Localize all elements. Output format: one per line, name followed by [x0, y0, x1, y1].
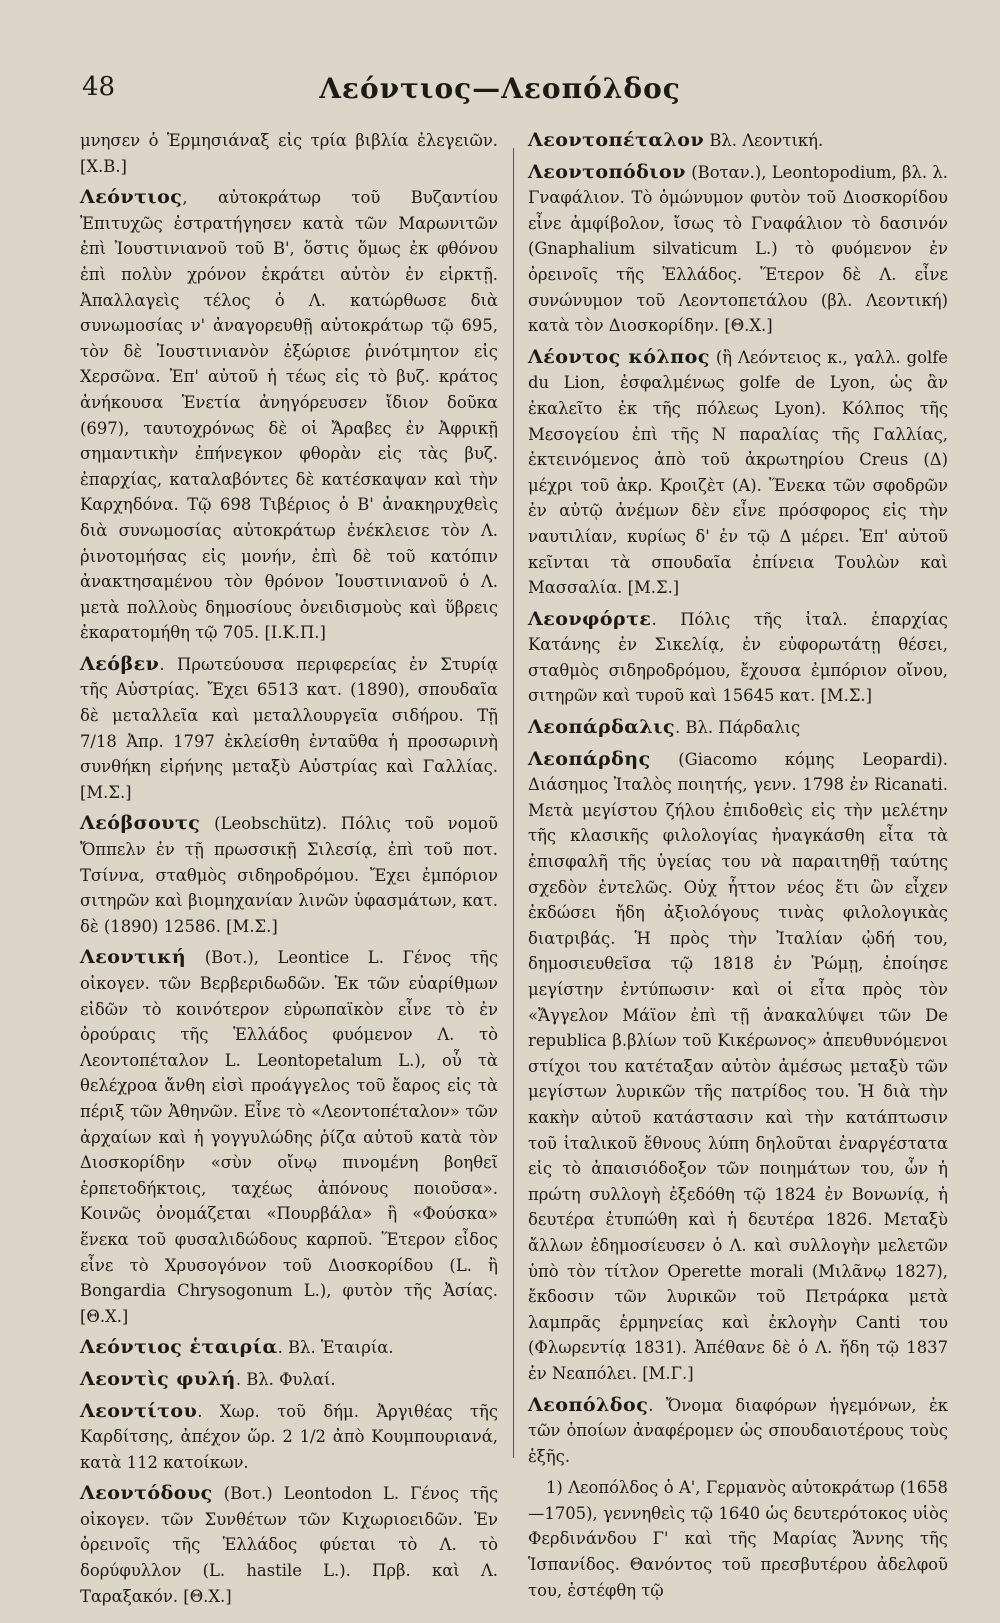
entry-text: . Βλ. Πάρδαλις	[675, 718, 801, 738]
dictionary-entry	[528, 747, 948, 1387]
entry-headword: Λεόβσουτς	[80, 812, 201, 835]
dictionary-entry	[80, 1367, 498, 1393]
dictionary-entry	[528, 1393, 948, 1470]
dictionary-entry	[528, 715, 948, 741]
dictionary-entry	[528, 128, 948, 154]
dictionary-entry	[528, 1475, 948, 1603]
entry-headword: Λεόντιος	[80, 186, 183, 209]
entry-headword: Λεοντίτου	[80, 1399, 198, 1422]
entry-text: . Χωρ. τοῦ δήμ. Ἀργιθέας τῆς Καρδίτσης, ἀπέχον ὥρ. 2 1/2 ἀπὸ Κουμπουριανά, κατὰ 112 κατοίκων.	[80, 1401, 498, 1472]
entry-headword: Λεοντοπέταλον	[528, 129, 705, 151]
dictionary-entry	[80, 128, 498, 179]
dictionary-entry	[80, 945, 498, 1329]
entry-text: Βλ. Λεοντική.	[704, 131, 824, 150]
entry-text: . Ὄνομα διαφόρων ἡγεμόνων, ἐκ τῶν ὁποίων ἀναφέρομεν ὡς σπουδαιοτέρους τοὺς ἑξῆς.	[528, 1395, 948, 1466]
entry-headword: Λεοντόδους	[80, 1482, 213, 1505]
entry-headword: Λεοπάρδαλις	[528, 716, 676, 739]
right-column	[528, 128, 948, 1609]
page-number: 48	[82, 72, 116, 102]
entry-headword: Λέοντος κόλπος	[528, 345, 710, 368]
entry-headword: Λεόβεν	[80, 652, 160, 675]
entry-headword: Λεοπάρδης	[528, 747, 651, 770]
dictionary-entry	[528, 345, 948, 601]
entry-headword: Λεοντὶς φυλή	[80, 1367, 236, 1390]
running-head: Λεόντιος—Λεοπόλδος	[319, 72, 681, 105]
entry-headword: Λεοπόλδος	[528, 1393, 649, 1416]
entry-text: μνησεν ὁ Ἑρμησιάναξ εἰς τρία βιβλία ἐλεγειῶν. [Χ.Β.]	[80, 131, 498, 176]
entry-text: . Βλ. Φυλαί.	[235, 1369, 336, 1389]
dictionary-entry	[528, 160, 948, 339]
entry-text: , αὐτοκράτωρ τοῦ Βυζαντίου Ἐπιτυχῶς ἐστρατήγησεν κατὰ τῶν Μαρωνιτῶν ἐπὶ Ἰουστινιανοῦ τοῦ Β', ὅστις ὅμως ἐκ φθόνου ἐπὶ πολὺν χρόνον ἐκράτει αὐτὸν ἐν εἱρκτῇ. Ἀπαλλαγεὶς τέλος ὁ Λ. κατώρθωσε διὰ συνωμοσίας ν' ἀναγορευθῇ αὐτοκράτωρ τῷ 695, τὸν δὲ Ἰουστινιανὸν ἐξώρισε ῥινότμητον εἰς Χερσῶνα. Ἐπ' αὐτοῦ ἡ τέως εἰς τὸ βυζ. κράτος ἀνήκουσα Ἑνετία ἀνηγόρευσεν ἴδιον δοῦκα (697), ταυτοχρόνως δὲ οἱ Ἄραβες ἐν Ἀφρικῇ σημαντικὴν ἐπήνεγκον φθορὰν εἰς τὰς βυζ. ἐπαρχίας, καταλαβόντες δὲ κατέσκαψαν καὶ τὴν Καρχηδόνα. Τῷ 698 Τιβέριος ὁ Β' ἀνακηρυχθεὶς διὰ συνωμοσίας αὐτοκράτωρ ἐνέκλεισε τὸν Λ. ῥινοτομήσας εἰς μονήν, ἐπὶ δὲ τοῦ κατόπιν ἀνακτησαμένου τὸν θρόνον Ἰουστινιανοῦ ὁ Λ. μετὰ πολλοὺς δημοσίους ὀνειδισμοὺς καὶ ὕβρεις ἐκαρατομήθη τῷ 705. [Ι.Κ.Π.]	[80, 188, 498, 643]
entry-text: 1) Λεοπόλδος ὁ Α', Γερμανὸς αὐτοκράτωρ (1658—1705), γεννηθεὶς τῷ 1640 ὡς δευτερότοκος υἱὸς Φερδινάνδου Γ' καὶ τῆς Μαρίας Ἄννης τῆς Ἱσπανίδος. Θανόντος τοῦ πρεσβυτέρου ἀδελφοῦ του, ἐστέφθη τῷ	[528, 1478, 948, 1600]
entry-text: (Leobschütz). Πόλις τοῦ νομοῦ Ὄππελν ἐν τῇ πρωσσικῇ Σιλεσίᾳ, ἐπὶ τοῦ ποτ. Τσίννα, σταθμὸς σιδηροδρόμου. Ἔχει ἐμπόριον σιτηρῶν καὶ βιομηχανίαν λινῶν ὑφασμάτων, κατ. δὲ (1890) 12586. [Μ.Σ.]	[80, 814, 498, 936]
entry-text: (Βοταν.), Leontopodium, βλ. λ. Γναφάλιον. Τὸ ὁμώνυμον φυτὸν τοῦ Διοσκορίδου εἶνε ἀμφίβολον, ἴσως τὸ Γναφάλιον τὸ δασινόν (Gnaphalium silvaticum L.) τὸ φυόμενον ἐν ὀρεινοῖς τῆς Ἑλλάδος. Ἕτερον δὲ Λ. εἶνε συνώνυμον τοῦ Λεοντοπετάλου (βλ. Λεοντική) κατὰ τὸν Διοσκορίδην. [Θ.Χ.]	[528, 162, 948, 336]
dictionary-entry	[80, 1335, 498, 1361]
entry-headword: Λεονφόρτε	[528, 607, 652, 630]
dictionary-entry	[80, 185, 498, 646]
entry-headword: Λεοντική	[80, 946, 187, 969]
column-divider	[513, 148, 514, 1458]
entry-text: . Πρωτεύουσα περιφερείας ἐν Στυρίᾳ τῆς Αὐστρίας. Ἔχει 6513 κατ. (1890), σπουδαῖα δὲ μεταλλεῖα καὶ μεταλλουργεῖα σιδήρου. Τῇ 7/18 Ἀπρ. 1797 ἐκλείσθη ἐνταῦθα ἡ προσωρινὴ συνθήκη εἰρήνης μεταξὺ Αὐστρίας καὶ Γαλλίας. [Μ.Σ.]	[80, 654, 498, 802]
entry-text: (ἢ Λεόντειος κ., γαλλ. golfe du Lion, ἐσφαλμένως golfe de Lyon, ὡς ἂν ἐκαλεῖτο ἐκ τῆς πόλεως Lyon). Κόλπος τῆς Μεσογείου ἐπὶ τῆς Ν παραλίας τῆς Γαλλίας, ἐκτεινόμενος ἀπὸ τοῦ ἀκρωτηρίου Creus (Δ) μέχρι τοῦ ἀκρ. Κροιζὲτ (Α). Ἕνεκα τῶν σφοδρῶν ἐν αὐτῷ ἀνέμων δὲν εἶνε πρόσφορος εἰς τὴν ναυτιλίαν, κυρίως δ' ἐν τῷ Δ μέρει. Ἐπ' αὐτοῦ κεῖνται τὰ σπουδαῖα ἐπίνεια Τουλὼν καὶ Μασσαλία. [Μ.Σ.]	[528, 347, 948, 598]
entry-text: (Βοτ.), Leontice L. Γένος τῆς οἰκογεν. τῶν Βερβεριδωδῶν. Ἐκ τῶν εὐαρίθμων εἰδῶν τὸ κοινότερον εὐρωπαϊκὸν εἶνε τὸ ἐν ὀρούραις τῆς Ἑλλάδος φυόμενον Λ. τὸ Λεοντοπέταλον L. Leontopetalum L.), οὗ τὰ θελέχροα ἄνθη εἰσὶ προάγγελος τοῦ ἔαρος εἰς τὰ πέριξ τῶν Ἀθηνῶν. Εἶνε τὸ «Λεοντοπέταλον» τῶν ἀρχαίων καὶ ἡ γογγυλώδης ῥίζα αὐτοῦ κατὰ τὸν Διοσκορίδην «σὺν οἴνῳ πινομένη βοηθεῖ ἑρπετοδήκτοις, ταχέως ἀπόνους ποιοῦσα». Κοινῶς ὀνομάζεται «Πουρβάλα» ἢ «Φούσκα» ἕνεκα τοῦ φυσαλιδώδους καρποῦ. Ἕτερον εἶδος εἶνε τὸ Χρυσογόνον τοῦ Διοσκορίδου (L. ἢ Bongardia Chrysogonum L.), φυτὸν τῆς Ἀσίας. [Θ.Χ.]	[80, 948, 498, 1326]
dictionary-entry	[80, 1481, 498, 1609]
entry-text: . Πόλις τῆς ἰταλ. ἐπαρχίας Κατάνης ἐν Σικελίᾳ, ἐν εὐφορωτάτῃ θέσει, σταθμὸς σιδηροδρόμου, ἔχουσα ἐμπόριον οἴνου, σιτηρῶν καὶ τυροῦ καὶ 15645 κατ. [Μ.Σ.]	[528, 609, 948, 706]
entry-text: (Giacomo κόμης Leopardi). Διάσημος Ἰταλὸς ποιητής, γενν. 1798 ἐν Ricanati. Μετὰ μεγίστου ζήλου ἐπιδοθεὶς εἰς τὴν μελέτην τῆς κλασικῆς φιλολογίας ἠναγκάσθη εἶτα τὰ ἐπισφαλῆ τῆς ὑγείας του νὰ παραιτηθῇ ταύτης σχεδὸν ἐντελῶς. Οὐχ ἧττον νέος ἔτι ὢν εἶχεν ἐκδώσει ἤδη ἀξιολόγους τινὰς φιλολογικὰς διατριβάς. Ἡ πρὸς τὴν Ἰταλίαν ᾠδή του, δημοσιευθεῖσα τῷ 1818 ἐν Ῥώμῃ, ἐποίησε μεγίστην ἐντύπωσιν· καὶ οἱ εἶτα πρὸς τὸν «Ἄγγελον Μάϊον ἐπὶ τῇ ἀνακαλύψει τῶν De republica β.βλίων τοῦ Κικέρωνος» ἀπευθυνόμενοι στίχοι του κατέταξαν αὐτὸν ἀμέσως μεταξὺ τῶν μεγίστων λυρικῶν τῆς πατρίδος του. Ἡ διὰ τὴν κακὴν αὐτοῦ κατάστασιν καὶ τὴν κατάπτωσιν τοῦ ἰταλικοῦ ἔθνους λύπη δηλοῦται ἐναργέστατα εἰς τὸ ἀπαισιόδοξον τῶν ποιημάτων του, ὧν ἡ πρώτη συλλογὴ ἐξεδόθη τῷ 1824 ἐν Βονωνίᾳ, ἡ δευτέρα ἐτυπώθη καὶ ἡ δευτέρα 1826. Μεταξὺ ἄλλων ἐδημοσίευσεν ὁ Λ. καὶ συλλογὴν μελετῶν ὑπὸ τὸν τίτλον Operette morali (Μιλᾶνῳ 1827), ἔκδοσιν τῶν λυρικῶν τοῦ Πετράρκα μετὰ λαμπρᾶς ἑρμηνείας καὶ ἐκλογὴν Canti του (Φλωρεντίᾳ 1831). Ἀπέθανε δὲ ὁ Λ. ἤδη τῷ 1837 ἐν Νεαπόλει. [Μ.Γ.]	[528, 749, 948, 1383]
dictionary-entry	[528, 607, 948, 709]
entry-text: . Βλ. Ἑταιρία.	[277, 1338, 394, 1358]
dictionary-entry	[80, 811, 498, 939]
entry-headword: Λεοντοπόδιον	[528, 160, 686, 183]
dictionary-entry	[80, 1399, 498, 1476]
dictionary-entry	[80, 652, 498, 806]
left-column	[80, 128, 498, 1615]
entry-text: (Βοτ.) Leontodon L. Γένος τῆς οἰκογεν. τῶν Συνθέτων τῶν Κιχωριοειδῶν. Ἐν ὀρεινοῖς τῆς Ἑλλάδος φύεται τὸ Λ. τὸ δορύφυλλον (L. hastile L.). Πρβ. καὶ Λ. Ταραξακόν. [Θ.Χ.]	[80, 1484, 498, 1606]
entry-headword: Λεόντιος ἑταιρία	[80, 1336, 278, 1359]
